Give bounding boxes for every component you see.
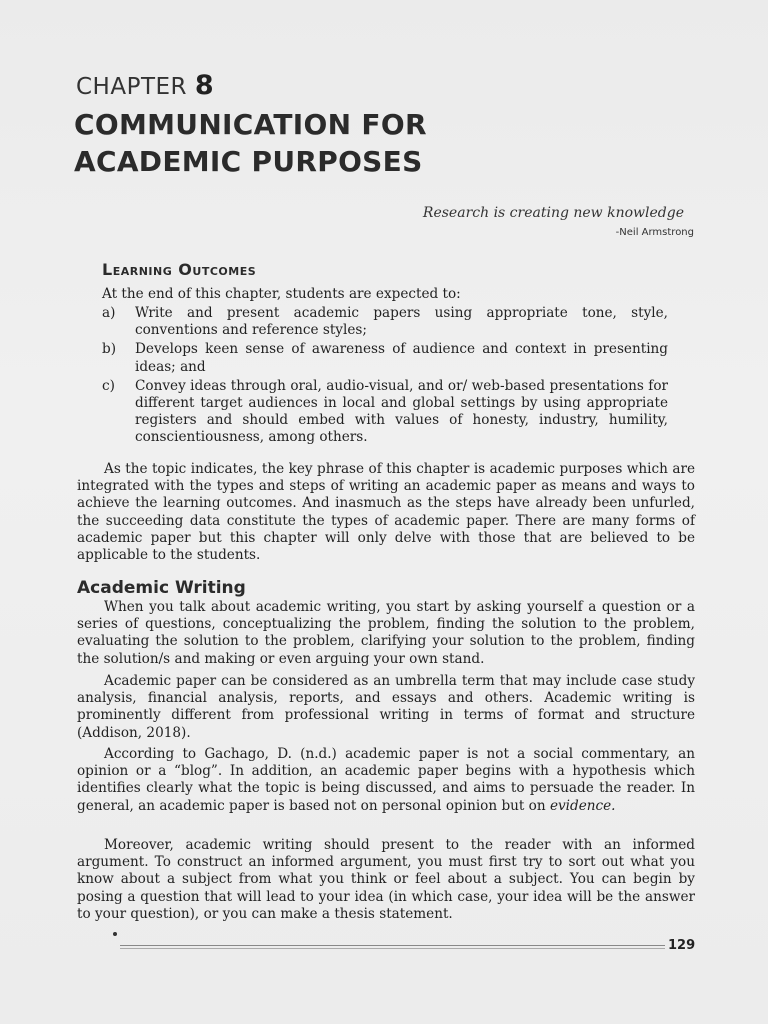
epigraph-author: -Neil Armstrong (615, 227, 694, 238)
intro-paragraph: As the topic indicates, the key phrase of this chapter is academic purposes which are integrated with the types and steps of writing an academic paper as means and ways to achieve the learning outcomes. And inasmuch as the steps have already been unfurled, the succeeding data constitute the types of academic paper. There are many forms of academic paper but this chapter will only delve with those that are believed to be applicable to the students. (77, 461, 695, 564)
list-item (102, 305, 668, 339)
page-number: 129 (668, 938, 696, 953)
list-marker: a) (102, 305, 116, 321)
academic-writing-paragraph-3 (77, 746, 695, 815)
learning-outcomes-list (102, 305, 668, 449)
paragraph-text: According to Gachago, D. (n.d.) academic paper is not a social commentary, an opinion or a “blog”. In addition, an academic paper begins with a hypothesis which identifies clearly what the topic is being discussed, and aims to persuade the reader. In general, an academic paper is based not on personal opinion but on (77, 746, 695, 814)
bullet-dot-icon (113, 932, 117, 936)
list-item (102, 341, 668, 375)
list-item-text: Write and present academic papers using appropriate tone, style, conventions and reference styles; (135, 305, 668, 339)
epigraph (422, 205, 694, 238)
learning-outcomes-heading: Learning Outcomes (102, 260, 257, 279)
academic-writing-paragraph-1: When you talk about academic writing, you start by asking yourself a question or a series of questions, conceptualizing the problem, finding the solution to the problem, evaluating the solution to the problem, clarifying your solution to the problem, finding the solution/s and making or even arguing your own stand. (77, 599, 695, 667)
academic-writing-paragraph-4: Moreover, academic writing should present to the reader with an informed argument. To construct an informed argument, you must first try to sort out what you know about a subject from what you think or feel about a subject. You can begin by posing a question that will lead to your idea (in which case, your idea will be the answer to your question), or you can make a thesis statement. (77, 837, 695, 922)
footer-rule (120, 945, 665, 946)
chapter-title-line-2: ACADEMIC PURPOSES (74, 145, 423, 178)
chapter-title (74, 106, 427, 180)
learning-outcomes-intro: At the end of this chapter, students are expected to: (102, 286, 461, 302)
academic-writing-heading: Academic Writing (77, 578, 246, 598)
list-item-text: Develops keen sense of awareness of audience and context in presenting ideas; and (135, 341, 668, 375)
list-item-text: Convey ideas through oral, audio-visual, and or/ web-based presentations for different target audiences in local and global settings by using appropriate registers and should embed with values of honesty, industry, humility, conscientiousness, among others. (135, 377, 668, 446)
list-item (102, 378, 668, 447)
epigraph-quote: Research is creating new knowledge (422, 205, 684, 221)
emphasized-word: evidence. (549, 797, 616, 814)
list-marker: c) (102, 377, 115, 394)
academic-writing-paragraph-2: Academic paper can be considered as an umbrella term that may include case study analysis, financial analysis, reports, and essays and others. Academic writing is prominently different from professional writing in terms of format and structure (Addison, 2018). (77, 673, 695, 741)
chapter-word: CHAPTER (76, 74, 188, 100)
chapter-title-line-1: COMMUNICATION FOR (74, 108, 427, 141)
list-marker: b) (102, 341, 117, 358)
chapter-number: 8 (194, 70, 215, 101)
chapter-label (76, 70, 214, 101)
